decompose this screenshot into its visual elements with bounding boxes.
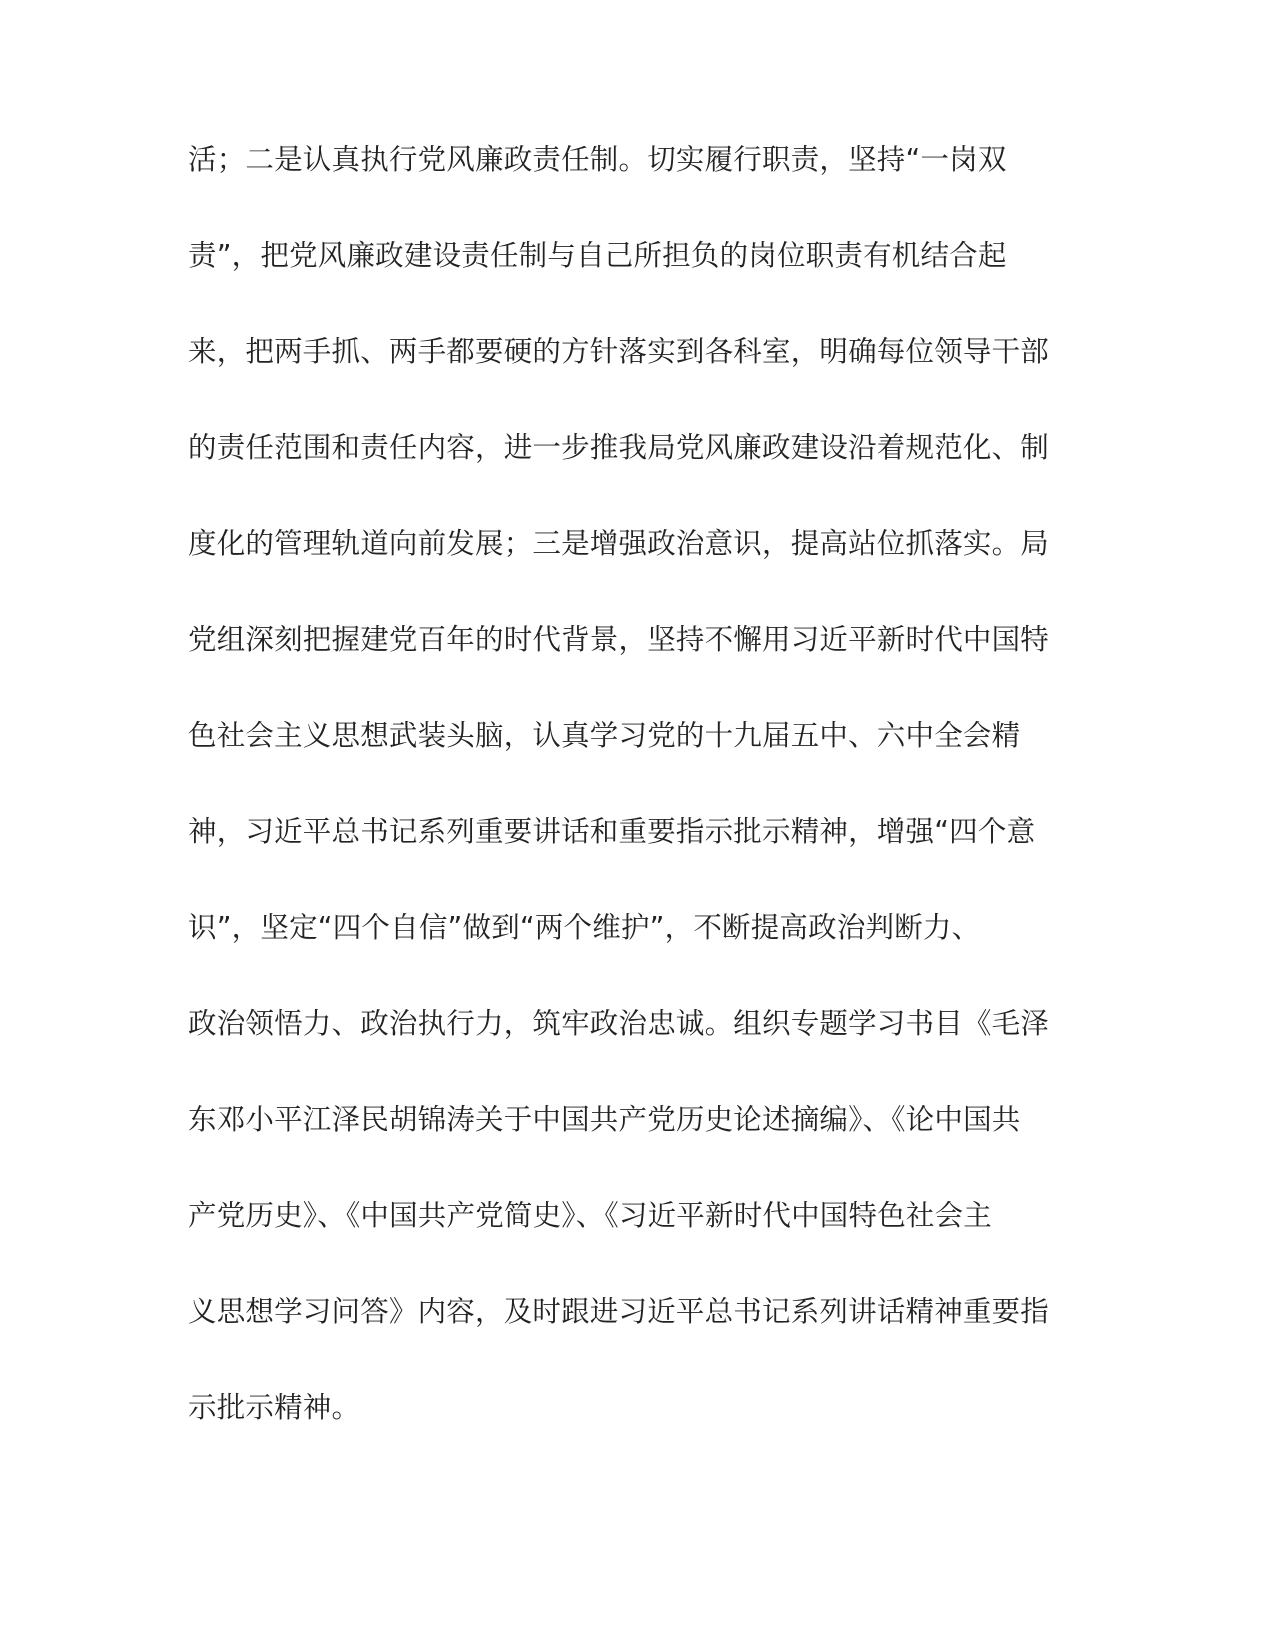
text-line: 识”，坚定“四个自信”做到“两个维护”，不断提高政治判断力、	[188, 911, 981, 944]
text-line: 神，习近平总书记系列重要讲话和重要指示批示精神，增强“四个意	[188, 815, 1036, 848]
text-line: 东邓小平江泽民胡锦涛关于中国共产党历史论述摘编》、《论中国共	[188, 1103, 1021, 1136]
text-line: 度化的管理轨道向前发展；三是增强政治意识，提高站位抓落实。局	[188, 527, 1050, 560]
text-line: 责”，把党风廉政建设责任制与自己所担负的岗位职责有机结合起	[188, 239, 1007, 272]
text-line: 的责任范围和责任内容，进一步推我局党风廉政建设沿着规范化、制	[188, 431, 1050, 464]
text-line: 党组深刻把握建党百年的时代背景，坚持不懈用习近平新时代中国特	[188, 623, 1050, 656]
text-line: 来，把两手抓、两手都要硬的方针落实到各科室，明确每位领导干部	[188, 335, 1050, 368]
text-line: 产党历史》、《中国共产党简史》、《习近平新时代中国特色社会主	[188, 1199, 993, 1232]
text-line: 色社会主义思想武装头脑，认真学习党的十九届五中、六中全会精	[188, 719, 1021, 752]
text-line: 义思想学习问答》内容，及时跟进习近平总书记系列讲话精神重要指	[188, 1295, 1050, 1328]
text-line: 示批示精神。	[188, 1391, 361, 1424]
text-line: 政治领悟力、政治执行力，筑牢政治忠诚。组织专题学习书目《毛泽	[188, 1007, 1050, 1040]
text-line: 活；二是认真执行党风廉政责任制。切实履行职责，坚持“一岗双	[188, 143, 1007, 176]
